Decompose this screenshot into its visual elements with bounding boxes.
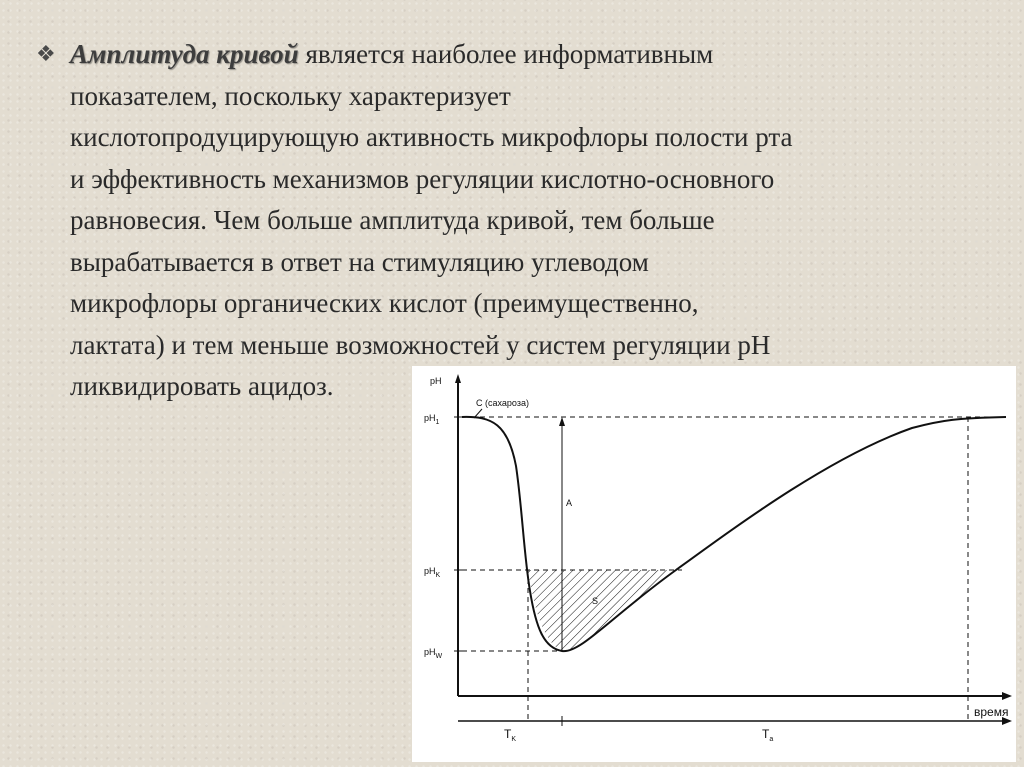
text-line: микрофлоры органических кислот (преимущественно, <box>70 288 699 318</box>
y-axis-label: pH <box>430 376 442 386</box>
emphasis-term: Амплитуда кривой <box>70 39 299 69</box>
stimulus-label: С (сахароза) <box>476 398 529 408</box>
amplitude-arrowhead <box>559 417 565 426</box>
amplitude-label: A <box>566 498 573 508</box>
text-line <box>70 34 996 76</box>
ta-label: $T_a$ <box>762 727 774 743</box>
x-axis-label: время <box>974 705 1009 719</box>
phk-label: $pH_K$ <box>424 566 441 579</box>
y-axis-arrow <box>455 374 461 383</box>
diagram-svg <box>412 366 1016 762</box>
text-line: лактата) и тем меньше возможностей у систем регуляции рН <box>70 329 771 360</box>
tk-label: $T_K$ <box>504 727 517 743</box>
text-line: и эффективность механизмов регуляции кислотно-основного <box>70 163 775 194</box>
ph-curve-diagram <box>412 366 1016 762</box>
diamond-bullet-icon: ❖ <box>36 42 56 67</box>
bullet-paragraph <box>36 34 996 408</box>
text-line: вырабатывается в ответ на стимуляцию углеводом <box>70 246 649 277</box>
phw-label: $pH_W$ <box>424 647 443 660</box>
text-line: равновесия. Чем больше амплитуда кривой, тем больше <box>70 205 715 235</box>
x-axis-arrow <box>1002 692 1012 700</box>
area-s-label: S <box>592 596 599 606</box>
ph1-label: $pH_1$ <box>424 413 440 426</box>
area-s-hatch <box>512 566 692 658</box>
text-line: показателем, поскольку характеризует <box>70 80 511 111</box>
text-line: ликвидировать ацидоз. <box>70 371 334 401</box>
slide-text-block <box>36 34 996 408</box>
text-line: кислотопродуцирующую активность микрофлоры полости рта <box>70 122 793 152</box>
line1-rest: является наиболее информативным <box>298 39 714 69</box>
